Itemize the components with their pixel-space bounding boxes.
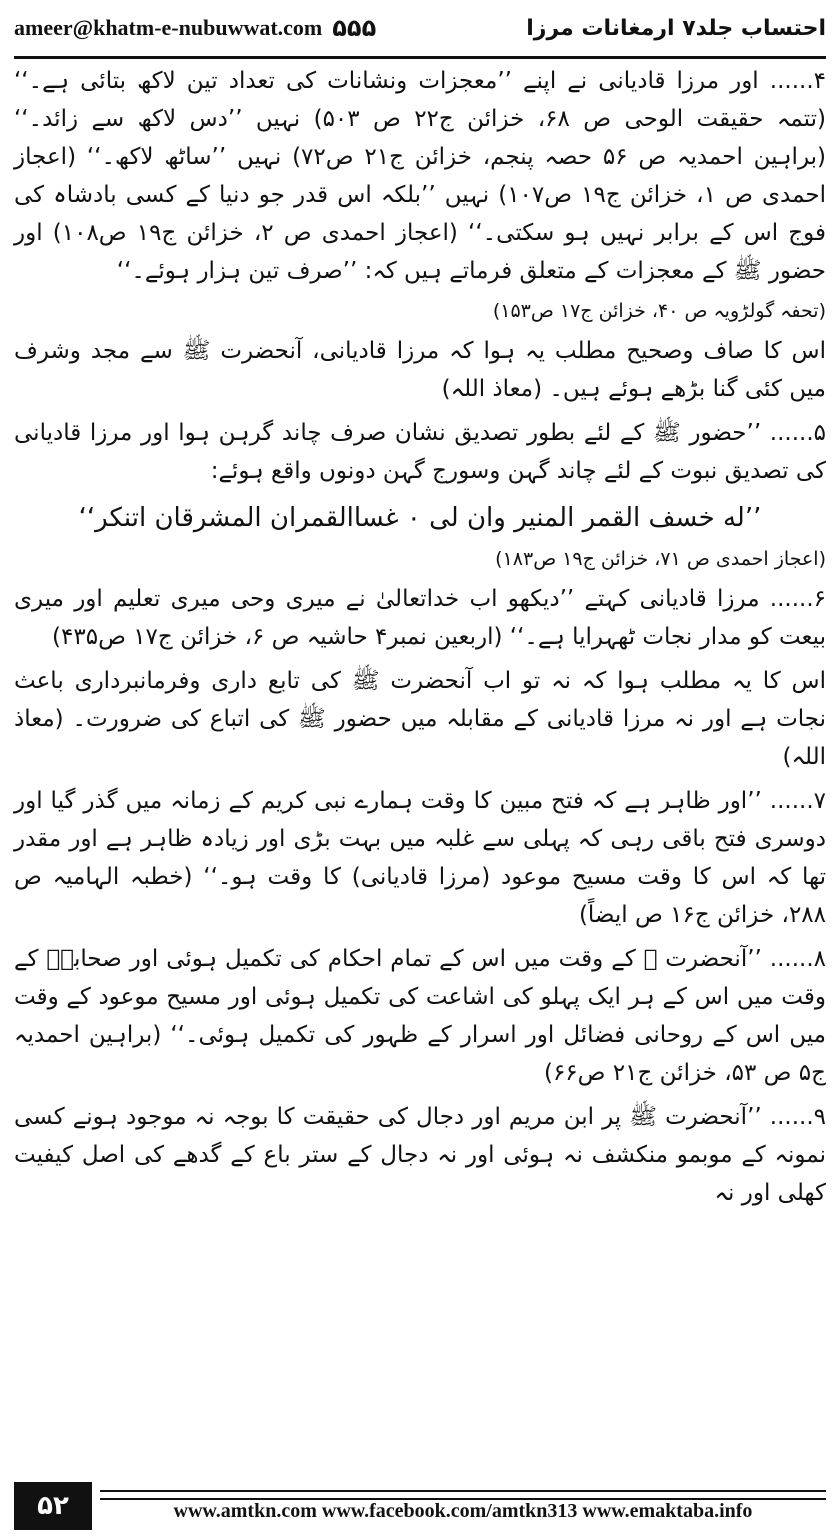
paragraph-7: ۷...... ’’اور ظاہر ہے کہ فتح مبین کا وقت ہمارے نبی کریم کے زمانہ میں گذر گیا اور دوسری فتح باقی رہی کہ پہلی سے غلبہ میں بہت بڑی اور زیادہ ظاہر ہے اور مقدر تھا کہ اس کا وقت مسیح موعود (مرزا قادیانی) کا وقت ہو۔‘‘ (خطبہ الہامیہ ص ۲۸۸، خزائن ج۱۶ ص ایضاً) <box>14 788 826 928</box>
header-book-title: احتساب جلد۷ ارمغانات مرزا <box>526 15 826 41</box>
paragraph-5: ۵...... ’’حضور ﷺ کے لئے بطور تصدیق نشان صرف چاند گرہن ہوا اور مرزا قادیانی کی تصدیق نبوت کے لئے چاند گہن وسورج گہن دونوں واقع ہوئے: <box>14 420 826 484</box>
footer-links: www.amtkn.com www.facebook.com/amtkn313 www.emaktaba.info <box>173 1500 753 1522</box>
paragraph-9: ۹...... ’’آنحضرت ﷺ پر ابن مریم اور دجال کی حقیقت کا بوجہ نہ موجود ہونے کسی نمونہ کے موبمو منکشف نہ ہوئی اور نہ دجال کے ستر باع کے گدھے کی اصل کیفیت کھلی اور نہ <box>14 1104 826 1206</box>
footer-page-number: ۵۲ <box>14 1482 92 1530</box>
paragraph-conclusion-1: اس کا صاف وصحیح مطلب یہ ہوا کہ مرزا قادیانی، آنحضرت ﷺ سے مجد وشرف میں کئی گنا بڑھے ہوئے ہیں۔ (معاذ اللہ) <box>14 338 826 402</box>
reference-tohfa: (تحفہ گولڑویہ ص ۴۰، خزائن ج۱۷ ص۱۵۳) <box>492 300 826 322</box>
paragraph-8: ۸...... ’’آنحضرت ﷺ کے وقت میں اس کے تمام احکام کی تکمیل ہوئی اور صحابہؓ کے وقت میں اس کے ہر ایک پہلو کی اشاعت کی تکمیل ہوئی اور مسیح موعود کے وقت میں اس کے روحانی فضائل اور اسرار کے ظہور کی تکمیل ہوئی۔‘‘ (براہین احمدیہ ج۵ ص ۵۳، خزائن ج۲۱ ص۶۶) <box>14 946 826 1086</box>
page-footer <box>14 1482 826 1534</box>
paragraph-conclusion-2: اس کا یہ مطلب ہوا کہ نہ تو اب آنحضرت ﷺ کی تابع داری وفرمانبرداری باعث نجات ہے اور نہ مرزا قادیانی کے مقابلہ میں حضور ﷺ کی اتباع کی ضرورت۔ (معاذ اللہ) <box>14 668 826 770</box>
paragraph-6: ۶...... مرزا قادیانی کہتے ’’دیکھو اب خداتعالیٰ نے میری وحی میری تعلیم اور میری بیعت کو مدار نجات ٹھہرایا ہے۔‘‘ (اربعین نمبر۴ حاشیہ ص ۶، خزائن ج۱۷ ص۴۳۵) <box>14 586 826 650</box>
page-header <box>14 4 826 52</box>
footer-rules <box>100 1490 826 1500</box>
header-page-number: ۵۵۵ <box>332 14 377 42</box>
arabic-couplet: ’’له خسف القمر المنير وان لى ۰ غساالقمران المشرقان اتنكر‘‘ <box>78 503 762 533</box>
header-email: ameer@khatm-e-nubuwwat.com <box>14 15 323 40</box>
header-rule <box>14 56 826 59</box>
paragraph-4: ۴...... اور مرزا قادیانی نے اپنے ’’معجزات ونشانات کی تعداد تین لاکھ بتائی ہے۔‘‘ (تتمہ حقیقت الوحی ص ۶۸، خزائن ج۲۲ ص ۵۰۳) نہیں ’’دس لاکھ سے زائد۔‘‘ (براہین احمدیہ ص ۵۶ حصہ پنجم، خزائن ج۲۱ ص۷۲) نہیں ’’ساٹھ لاکھ۔‘‘ (اعجاز احمدی ص ۱، خزائن ج۱۹ ص۱۰۷) نہیں ’’بلکہ اس قدر جو دنیا کے کسی بادشاہ کی فوج اس کے برابر نہیں ہو سکتی۔‘‘ (اعجاز احمدی ص ۲، خزائن ج۱۹ ص۱۰۸) اور حضور ﷺ کے معجزات کے متعلق فرماتے ہیں کہ: ’’صرف تین ہزار ہوئے۔‘‘ <box>14 68 827 284</box>
page-body <box>14 62 826 1476</box>
reference-ijaz: (اعجاز احمدی ص ۷۱، خزائن ج۱۹ ص۱۸۳) <box>495 548 826 570</box>
header-left <box>14 14 376 42</box>
